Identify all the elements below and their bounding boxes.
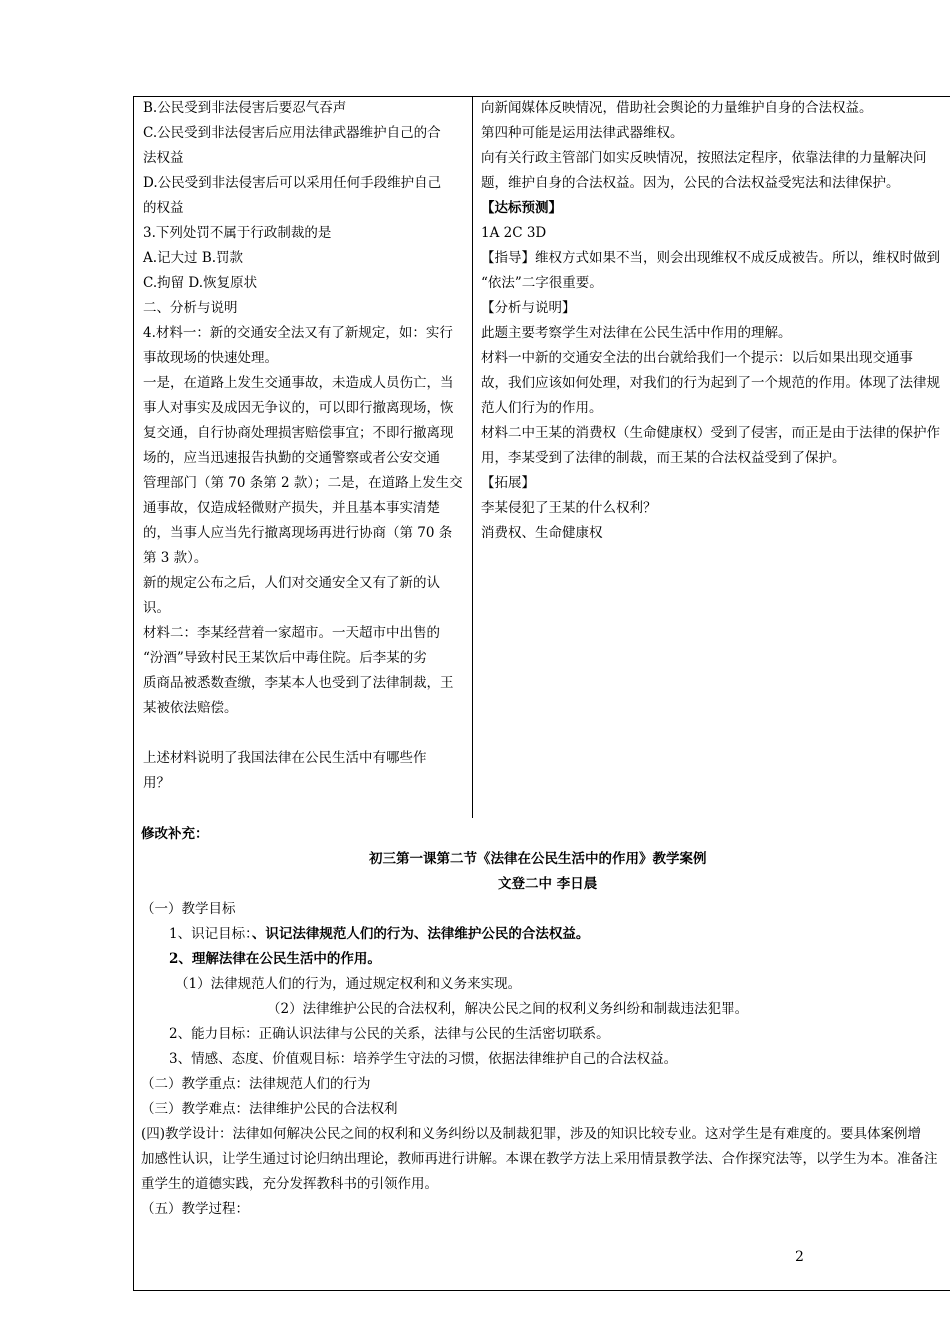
left-text-line: 事人对事实及成因无争议的，可以即行撤离现场，恢 — [143, 400, 454, 416]
left-text-line: 3.下列处罚不属于行政制裁的是 — [143, 225, 332, 241]
right-text-line: 材料一中新的交通安全法的出台就给我们一个提示：以后如果出现交通事 — [481, 350, 913, 366]
teaching-focus: （二）教学重点：法律规范人们的行为 — [141, 1076, 371, 1092]
column-divider — [472, 96, 473, 818]
right-text-line: 向有关行政主管部门如实反映情况，按照法定程序，依靠法律的力量解决问 — [481, 150, 927, 166]
goal-understand: 2、理解法律在公民生活中的作用。 — [169, 951, 381, 967]
left-text-line: A.记大过 B.罚款 — [143, 250, 244, 266]
left-text-line: 第 3 款）。 — [143, 550, 208, 566]
teaching-process: （五）教学过程： — [141, 1201, 249, 1217]
left-text-line: C.拘留 D.恢复原状 — [143, 275, 258, 291]
left-text-line: 某被依法赔偿。 — [143, 700, 238, 716]
right-text-line: 【拓展】 — [481, 475, 535, 491]
left-text-line: 的权益 — [143, 200, 184, 216]
left-text-line: 4.材料一：新的交通安全法又有了新规定，如：实行 — [143, 325, 453, 341]
left-text-line: 事故现场的快速处理。 — [143, 350, 278, 366]
teaching-design-line-3: 重学生的道德实践，充分发挥教科书的引领作用。 — [141, 1176, 438, 1192]
right-text-line: “依法”二字很重要。 — [481, 275, 603, 291]
revision-section — [141, 822, 950, 1222]
right-text-line: 李某侵犯了王某的什么权利？ — [481, 500, 657, 516]
right-text-line: 第四种可能是运用法律武器维权。 — [481, 125, 684, 141]
right-text-line: 消费权、生命健康权 — [481, 525, 603, 541]
left-text-line: 通事故，仅造成轻微财产损失，并且基本事实清楚 — [143, 500, 440, 516]
right-text-line: 题，维护自身的合法权益。因为，公民的合法权益受宪法和法律保护。 — [481, 175, 900, 191]
left-text-line: 新的规定公布之后，人们对交通安全又有了新的认 — [143, 575, 440, 591]
goal-memorize-content: 、识记法律规范人们的行为、法律维护公民的合法权益。 — [251, 926, 590, 942]
right-text-line: 此题主要考察学生对法律在公民生活中作用的理解。 — [481, 325, 792, 341]
left-text-line: C.公民受到非法侵害后应用法律武器维护自己的合 — [143, 125, 441, 141]
left-text-line: 质商品被悉数查缴，李某本人也受到了法律制裁，王 — [143, 675, 454, 691]
left-text-line: 识。 — [143, 600, 170, 616]
left-text-line: D.公民受到非法侵害后可以采用任何手段维护自己 — [143, 175, 442, 191]
left-text-line: “汾酒”导致村民王某饮后中毒住院。后李某的劣 — [143, 650, 427, 666]
lesson-author: 文登二中 李日晨 — [498, 876, 598, 892]
left-text-line: 法权益 — [143, 150, 184, 166]
right-text-line: 故，我们应该如何处理，对我们的行为起到了一个规范的作用。体现了法律规 — [481, 375, 940, 391]
teaching-design-line-2: 加感性认识，让学生通过讨论归纳出理论，教师再进行讲解。本课在教学方法上采用情景教学法、合作探究法等，以学生为本。准备注 — [141, 1151, 938, 1167]
right-text-line: 【指导】维权方式如果不当，则会出现维权不成反成被告。所以，维权时做到 — [481, 250, 940, 266]
right-column — [481, 96, 950, 546]
section-objectives: （一）教学目标 — [141, 901, 236, 917]
goal-memorize — [141, 922, 950, 947]
left-text-line: 管理部门（第 70 条第 2 款）；二是，在道路上发生交 — [143, 475, 463, 491]
left-text-line: 场的，应当迅速报告执勤的交通警察或者公安交通 — [143, 450, 440, 466]
left-text-line: 二、分析与说明 — [143, 300, 238, 316]
teaching-difficulty: （三）教学难点：法律维护公民的合法权利 — [141, 1101, 398, 1117]
goal-point-1: （1）法律规范人们的行为，通过规定权利和义务来实现。 — [175, 976, 522, 992]
left-text-line: B.公民受到非法侵害后要忍气吞声 — [143, 100, 347, 116]
teaching-design-line-1: (四)教学设计：法律如何解决公民之间的权利和义务纠纷以及制裁犯罪，涉及的知识比较专业。这对学生是有难度的。要具体案例增 — [141, 1126, 922, 1142]
left-text-line: 的，当事人应当先行撤离现场再进行协商（第 70 条 — [143, 525, 453, 541]
right-text-line: 用，李某受到了法律的制裁，而王某的合法权益受到了保护。 — [481, 450, 846, 466]
right-text-line: 向新闻媒体反映情况，借助社会舆论的力量维护自身的合法权益。 — [481, 100, 873, 116]
left-text-line — [143, 721, 468, 746]
left-text-line: 复交通，自行协商处理损害赔偿事宜；不即行撤离现 — [143, 425, 454, 441]
goal-point-2: （2）法律维护公民的合法权利，解决公民之间的权利义务纠纷和制裁违法犯罪。 — [267, 1001, 749, 1017]
page-number: 2 — [795, 1249, 804, 1265]
left-text-line: 上述材料说明了我国法律在公民生活中有哪些作 — [143, 750, 427, 766]
left-column — [143, 96, 468, 796]
goal-memorize-prefix: 1、识记目标： — [169, 926, 252, 942]
lesson-title: 初三第一课第二节《法律在公民生活中的作用》教学案例 — [369, 851, 707, 867]
left-text-line: 用？ — [143, 775, 170, 791]
right-text-line: 1A 2C 3D — [481, 225, 547, 241]
goal-ability: 2、能力目标：正确认识法律与公民的关系，法律与公民的生活密切联系。 — [169, 1026, 610, 1042]
right-text-line: 【分析与说明】 — [481, 300, 576, 316]
right-text-line: 【达标预测】 — [481, 200, 562, 216]
left-text-line: 材料二：李某经营着一家超市。一天超市中出售的 — [143, 625, 440, 641]
supplement-label: 修改补充： — [141, 826, 209, 842]
goal-emotion: 3、情感、态度、价值观目标：培养学生守法的习惯，依据法律维护自己的合法权益。 — [169, 1051, 678, 1067]
right-text-line: 范人们行为的作用。 — [481, 400, 603, 416]
left-text-line: 一是，在道路上发生交通事故，未造成人员伤亡，当 — [143, 375, 454, 391]
right-text-line: 材料二中王某的消费权（生命健康权）受到了侵害，而正是由于法律的保护作 — [481, 425, 940, 441]
